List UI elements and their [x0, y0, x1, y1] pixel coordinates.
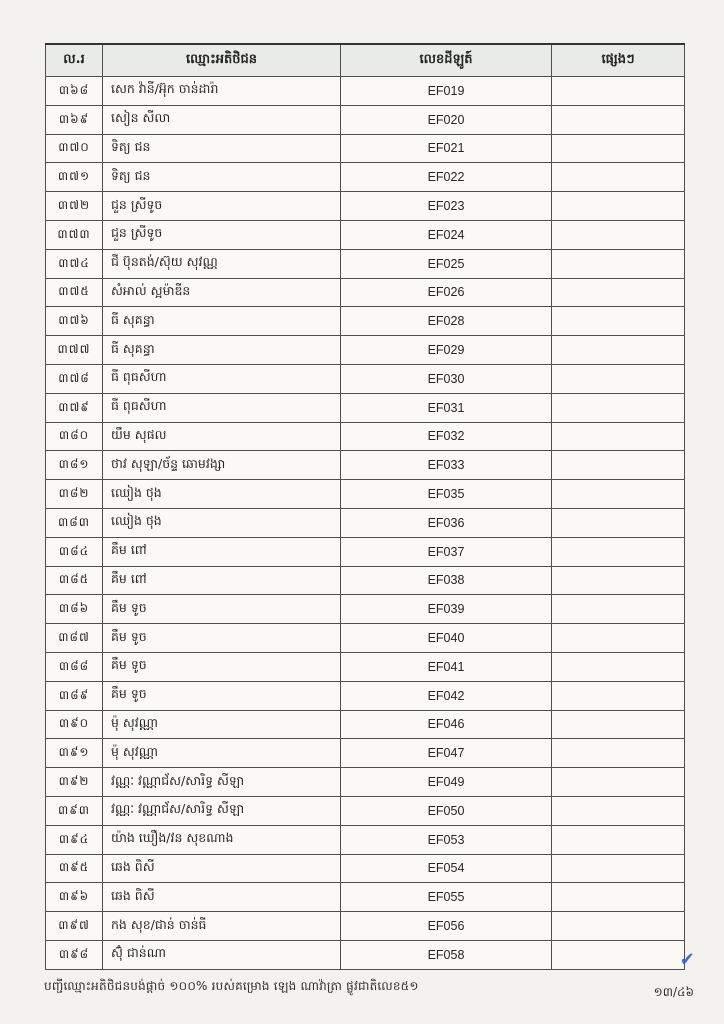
- lot-number-cell: EF038: [341, 566, 552, 595]
- row-number-cell: ៣៧០: [46, 134, 103, 163]
- table-row: [46, 624, 685, 653]
- row-number-cell: ៣៧៩: [46, 393, 103, 422]
- row-number-cell: ៣៨៨: [46, 652, 103, 681]
- customer-name-cell: វណ្ណៈ វណ្ណាជ័ស/សារិទ្ធ សីឡា: [103, 796, 341, 825]
- table-row: [46, 192, 685, 221]
- table-row: [46, 739, 685, 768]
- row-number-cell: ៣៧៥: [46, 278, 103, 307]
- table-row: [46, 163, 685, 192]
- row-number-cell: ៣៨៩: [46, 681, 103, 710]
- customer-name-cell: ជួន ស្រីទូច: [103, 192, 341, 221]
- customer-name-cell: ម៉ុ សុវណ្ណា: [103, 710, 341, 739]
- lot-number-cell: EF032: [341, 422, 552, 451]
- lot-number-cell: EF053: [341, 825, 552, 854]
- other-cell: [552, 624, 685, 653]
- customer-name-cell: ស៊ុំ ជាន់ណា: [103, 940, 341, 969]
- customer-lot-table: [45, 43, 685, 970]
- other-cell: [552, 307, 685, 336]
- row-number-cell: ៣៧១: [46, 163, 103, 192]
- customer-name-cell: ធី ពុធសីហា: [103, 393, 341, 422]
- customer-name-cell: ធី សុគន្ធា: [103, 336, 341, 365]
- page-number: ១៣/៤៦: [653, 985, 694, 999]
- table-row: [46, 912, 685, 941]
- table-row: [46, 940, 685, 969]
- other-cell: [552, 480, 685, 509]
- lot-number-cell: EF039: [341, 595, 552, 624]
- other-cell: [552, 163, 685, 192]
- customer-name-cell: គឹម ទូច: [103, 681, 341, 710]
- other-cell: [552, 566, 685, 595]
- col-header-number: ល.រ: [46, 44, 103, 77]
- table-row: [46, 451, 685, 480]
- customer-name-cell: គឹម ទូច: [103, 652, 341, 681]
- table-row: [46, 537, 685, 566]
- lot-number-cell: EF046: [341, 710, 552, 739]
- other-cell: [552, 768, 685, 797]
- lot-number-cell: EF041: [341, 652, 552, 681]
- lot-number-cell: EF033: [341, 451, 552, 480]
- row-number-cell: ៣៨៤: [46, 537, 103, 566]
- customer-name-cell: ឈៀង ថុង: [103, 480, 341, 509]
- other-cell: [552, 825, 685, 854]
- lot-number-cell: EF022: [341, 163, 552, 192]
- customer-name-cell: ឆេង ពិសី: [103, 883, 341, 912]
- table-row: [46, 681, 685, 710]
- row-number-cell: ៣៨៣: [46, 508, 103, 537]
- row-number-cell: ៣៧៧: [46, 336, 103, 365]
- row-number-cell: ៣៩២: [46, 768, 103, 797]
- customer-name-cell: គឹម ពៅ: [103, 566, 341, 595]
- table-row: [46, 278, 685, 307]
- table-row: [46, 364, 685, 393]
- row-number-cell: ៣៧៣: [46, 220, 103, 249]
- lot-number-cell: EF023: [341, 192, 552, 221]
- customer-name-cell: យឹម សុផល: [103, 422, 341, 451]
- row-number-cell: ៣៩៤: [46, 825, 103, 854]
- other-cell: [552, 192, 685, 221]
- row-number-cell: ៣៩៣: [46, 796, 103, 825]
- other-cell: [552, 854, 685, 883]
- table-row: [46, 77, 685, 106]
- customer-name-cell: គឹម ពៅ: [103, 537, 341, 566]
- lot-number-cell: EF042: [341, 681, 552, 710]
- customer-name-cell: ជី ប៊ុនតង់/ស៊ុយ សុវណ្ណ: [103, 249, 341, 278]
- customer-name-cell: ឆេង ពិសី: [103, 854, 341, 883]
- table-row: [46, 422, 685, 451]
- customer-name-cell: ជួន ស្រីទូច: [103, 220, 341, 249]
- other-cell: [552, 134, 685, 163]
- lot-number-cell: EF030: [341, 364, 552, 393]
- lot-number-cell: EF035: [341, 480, 552, 509]
- customer-name-cell: ធី សុគន្ធា: [103, 307, 341, 336]
- row-number-cell: ៣៨៦: [46, 595, 103, 624]
- lot-number-cell: EF021: [341, 134, 552, 163]
- row-number-cell: ៣៦៩: [46, 105, 103, 134]
- lot-number-cell: EF036: [341, 508, 552, 537]
- table-row: [46, 825, 685, 854]
- table-row: [46, 134, 685, 163]
- table-row: [46, 796, 685, 825]
- col-header-customer-name: ឈ្មោះអតិថិជន: [103, 44, 341, 77]
- row-number-cell: ៣៦៨: [46, 77, 103, 106]
- checkmark-annotation-icon: ✔: [679, 949, 695, 971]
- other-cell: [552, 364, 685, 393]
- lot-number-cell: EF056: [341, 912, 552, 941]
- table-row: [46, 480, 685, 509]
- row-number-cell: ៣៩៥: [46, 854, 103, 883]
- lot-number-cell: EF020: [341, 105, 552, 134]
- customer-name-cell: ទិត្យ ជន: [103, 134, 341, 163]
- row-number-cell: ៣៨២: [46, 480, 103, 509]
- lot-number-cell: EF031: [341, 393, 552, 422]
- lot-number-cell: EF049: [341, 768, 552, 797]
- other-cell: [552, 220, 685, 249]
- table-row: [46, 595, 685, 624]
- lot-number-cell: EF037: [341, 537, 552, 566]
- other-cell: [552, 652, 685, 681]
- customer-name-cell: គឹម ទូច: [103, 595, 341, 624]
- other-cell: [552, 883, 685, 912]
- other-cell: [552, 249, 685, 278]
- customer-name-cell: ធី ពុធសីហា: [103, 364, 341, 393]
- customer-name-cell: គឹម ទូច: [103, 624, 341, 653]
- row-number-cell: ៣៩១: [46, 739, 103, 768]
- customer-name-cell: យ៉ាង ឃឿង/វន សុខណាង: [103, 825, 341, 854]
- customer-name-cell: សេក វ៉ានី/អ៊ុក ចាន់ដារ៉ា: [103, 77, 341, 106]
- customer-name-cell: កង សុខ/ជាន់ ចាន់ធី: [103, 912, 341, 941]
- lot-number-cell: EF050: [341, 796, 552, 825]
- table-row: [46, 883, 685, 912]
- table-row: [46, 105, 685, 134]
- table-row: [46, 508, 685, 537]
- customer-name-cell: ឈៀង ថុង: [103, 508, 341, 537]
- lot-number-cell: EF054: [341, 854, 552, 883]
- other-cell: [552, 422, 685, 451]
- table-row: [46, 768, 685, 797]
- other-cell: [552, 77, 685, 106]
- page-footer: [44, 978, 694, 1002]
- table-row: [46, 854, 685, 883]
- lot-number-cell: EF047: [341, 739, 552, 768]
- row-number-cell: ៣៧៦: [46, 307, 103, 336]
- table-row: [46, 307, 685, 336]
- row-number-cell: ៣៧៤: [46, 249, 103, 278]
- customer-name-cell: ទិត្យ ជន: [103, 163, 341, 192]
- customer-name-cell: សៀន សីលា: [103, 105, 341, 134]
- table-row: [46, 249, 685, 278]
- customer-name-cell: វណ្ណៈ វណ្ណាជ័ស/សារិទ្ធ សីឡា: [103, 768, 341, 797]
- table-header-row: [46, 44, 685, 77]
- other-cell: [552, 451, 685, 480]
- table-row: [46, 566, 685, 595]
- col-header-lot-number: លេខដីឡូត៍: [341, 44, 552, 77]
- row-number-cell: ៣៧៨: [46, 364, 103, 393]
- lot-number-cell: EF024: [341, 220, 552, 249]
- row-number-cell: ៣៩៨: [46, 940, 103, 969]
- row-number-cell: ៣៨០: [46, 422, 103, 451]
- other-cell: [552, 105, 685, 134]
- other-cell: [552, 681, 685, 710]
- table-row: [46, 393, 685, 422]
- footer-note: បញ្ជីឈ្មោះអតិថិជនបង់ផ្តាច់ ១០០% របស់គម្រោង ឡេង ណាវ៉ាត្រា ផ្លូវជាតិលេខ៥១: [44, 979, 419, 993]
- other-cell: [552, 393, 685, 422]
- other-cell: [552, 278, 685, 307]
- lot-number-cell: EF026: [341, 278, 552, 307]
- other-cell: [552, 739, 685, 768]
- other-cell: [552, 336, 685, 365]
- row-number-cell: ៣៩០: [46, 710, 103, 739]
- lot-number-cell: EF029: [341, 336, 552, 365]
- table-row: [46, 652, 685, 681]
- table-row: [46, 336, 685, 365]
- row-number-cell: ៣៨៧: [46, 624, 103, 653]
- other-cell: [552, 537, 685, 566]
- other-cell: [552, 912, 685, 941]
- col-header-other: ផ្សេងៗ: [552, 44, 685, 77]
- table-row: [46, 710, 685, 739]
- customer-name-cell: សំអាល់ ស្អម៉ាឌីន: [103, 278, 341, 307]
- lot-number-cell: EF025: [341, 249, 552, 278]
- customer-name-cell: ម៉ុ សុវណ្ណា: [103, 739, 341, 768]
- row-number-cell: ៣៩៦: [46, 883, 103, 912]
- other-cell: [552, 796, 685, 825]
- row-number-cell: ៣៨៥: [46, 566, 103, 595]
- lot-number-cell: EF058: [341, 940, 552, 969]
- other-cell: [552, 710, 685, 739]
- other-cell: [552, 940, 685, 969]
- other-cell: [552, 595, 685, 624]
- lot-number-cell: EF028: [341, 307, 552, 336]
- row-number-cell: ៣៩៧: [46, 912, 103, 941]
- lot-number-cell: EF055: [341, 883, 552, 912]
- lot-number-cell: EF019: [341, 77, 552, 106]
- customer-name-cell: ថាវ សុឡា/ច័ន្ទ ឆោមវង្សា: [103, 451, 341, 480]
- other-cell: [552, 508, 685, 537]
- lot-number-cell: EF040: [341, 624, 552, 653]
- table-row: [46, 220, 685, 249]
- row-number-cell: ៣៨១: [46, 451, 103, 480]
- row-number-cell: ៣៧២: [46, 192, 103, 221]
